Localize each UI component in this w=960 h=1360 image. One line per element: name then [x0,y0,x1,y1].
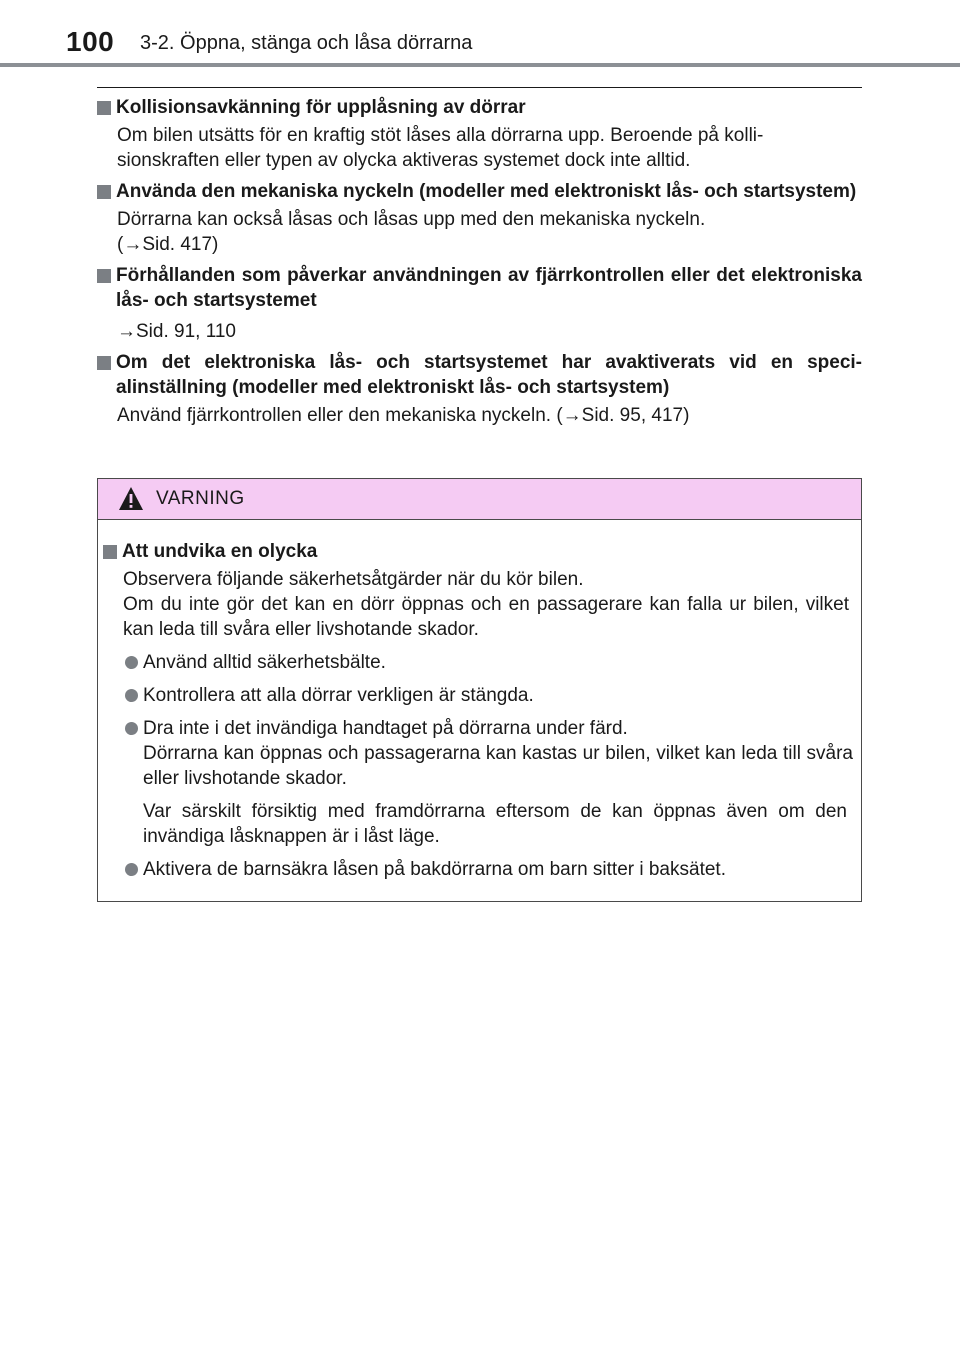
section-body: Dörrarna kan också låsas och låsas upp med den mekaniska nyckeln. (→Sid. 417) [117,209,706,255]
section-mechanical-key [97,179,862,257]
page-number: 100 [66,26,115,57]
warning-sub-paragraph: Var särskilt försiktig med framdörrarna eftersom de kan öppnas även om den invändiga låsknappen är i låst läge. [143,801,847,847]
section-body: Om bilen utsätts för en kraftig stöt låses alla dörrarna upp. Beroende på kolli- sionskraften eller typen av olycka aktiveras systemet dock inte alltid. [117,125,764,171]
square-bullet-icon [97,101,111,115]
warning-box [97,478,862,902]
warning-heading: Att undvika en olycka [98,539,861,564]
section-heading: Kollisionsavkänning för upplåsning av dörrar [97,95,862,120]
header-divider [0,63,960,67]
section-heading: Förhållanden som påverkar användningen av fjärrkontrollen eller det elektroniska lås- och startsystemet [97,263,862,313]
warning-content [98,539,861,882]
round-bullet-icon [125,689,138,702]
square-bullet-icon [103,545,117,559]
page-header [0,0,960,70]
section-remote-conditions [97,263,862,344]
chapter-title: 3-2. Öppna, stänga och låsa dörrarna [140,32,473,54]
main-content [97,95,862,434]
square-bullet-icon [97,356,111,370]
section-system-deactivated [97,350,862,428]
section-body: Använd fjärrkontrollen eller den mekaniska nyckeln. (→Sid. 95, 417) [117,405,690,426]
warning-triangle-icon [118,486,144,511]
content-top-rule [97,87,862,88]
warning-header [98,479,861,520]
round-bullet-icon [125,863,138,876]
section-collision-unlock [97,95,862,173]
warning-bullet: Kontrollera att alla dörrar verkligen är stängda. [98,683,861,708]
square-bullet-icon [97,269,111,283]
warning-bullet: Använd alltid säkerhetsbälte. [98,650,861,675]
section-heading: Använda den mekaniska nyckeln (modeller med elektroniskt lås- och startsystem) [97,179,862,204]
round-bullet-icon [125,722,138,735]
section-body: →Sid. 91, 110 [117,321,237,342]
warning-label: VARNING [156,488,245,509]
round-bullet-icon [125,656,138,669]
warning-intro: Observera följande säkerhetsåtgärder när du kör bilen. Om du inte gör det kan en dörr öppnas och en passagerare kan falla ur bilen, vilket kan leda till svåra eller livshotande skador. [123,569,849,640]
section-heading: Om det elektroniska lås- och startsystemet har avaktiverats vid en speci-alinställning (modeller med elektroniskt lås- och startsystem) [97,350,862,400]
square-bullet-icon [97,185,111,199]
warning-bullet: Dra inte i det invändiga handtaget på dörrarna under färd. Dörrarna kan öppnas och passagerarna kan kastas ur bilen, vilket kan leda till svåra eller livshotande skador. [98,716,861,791]
warning-bullet: Aktivera de barnsäkra låsen på bakdörrarna om barn sitter i baksätet. [98,857,861,882]
